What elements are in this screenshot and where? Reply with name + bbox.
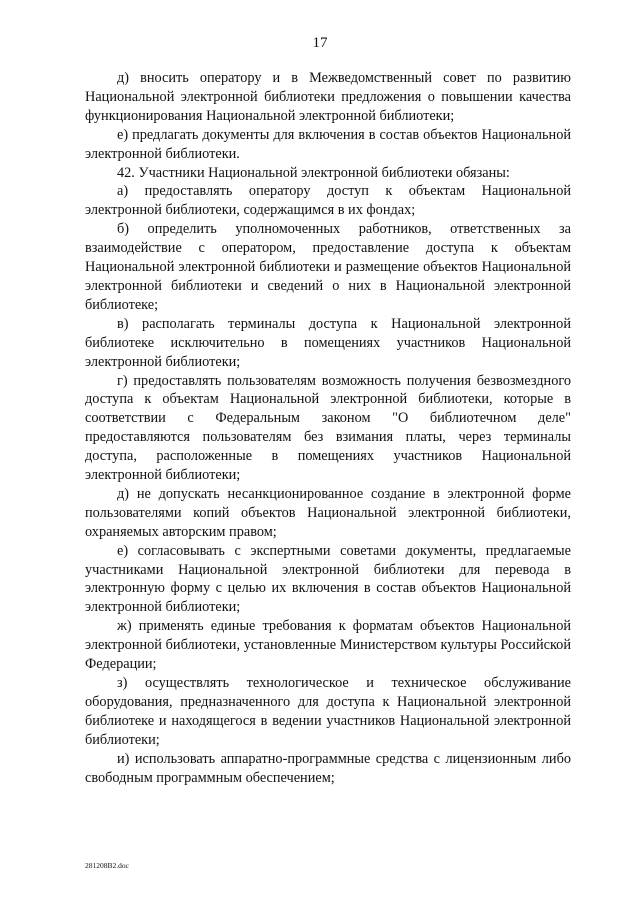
paragraph-g-free-access: г) предоставлять пользователям возможность получения безвозмездного доступа к объектам Национальной электронной библиотеки, которые в соответствии с Федеральным законом "О библиотечном деле" предоставляются пользователям без взимания платы, через терминалы доступа, расположенные в помещениях участников Национальной электронной библиотеки; bbox=[85, 372, 571, 484]
paragraph-zh-formats: ж) применять единые требования к форматам объектов Национальной электронной библиотеки, установленные Министерством культуры Российской Федерации; bbox=[85, 618, 571, 673]
paragraph-42-heading: 42. Участники Национальной электронной библиотеки обязаны: bbox=[117, 164, 510, 181]
paragraph-i-software: и) использовать аппаратно-программные средства с лицензионным либо свободным программным обеспечением; bbox=[85, 750, 571, 786]
paragraph-d-proposals: д) вносить оператору и в Межведомственный совет по развитию Национальной электронной библиотеки предложения о повышении качества функционирования Национальной электронной библиотеки; bbox=[85, 70, 571, 124]
paragraph-d-copies: д) не допускать несанкционированное создание в электронной форме пользователями копий объектов Национальной электронной библиотеки, охраняемых авторским правом; bbox=[85, 485, 571, 540]
footer-file-name: 281208В2.doc bbox=[85, 861, 129, 870]
paragraph-v-terminals: в) располагать терминалы доступа к Национальной электронной библиотеке исключительно в помещениях участников Национальной электронной библиотеки; bbox=[85, 315, 571, 370]
paragraph-e-documents: е) предлагать документы для включения в состав объектов Национальной электронной библиотеки. bbox=[85, 126, 571, 162]
paragraph-a-access: а) предоставлять оператору доступ к объектам Национальной электронной библиотеки, содержащимся в их фондах; bbox=[85, 183, 571, 219]
page-number: 17 bbox=[312, 35, 328, 51]
paragraph-e-expert-councils: е) согласовывать с экспертными советами документы, предлагаемые участниками Национальной электронной библиотеки для перевода в электронную форму с целью их включения в состав объектов Национальной электронной библиотеки; bbox=[85, 542, 571, 616]
paragraph-b-staff: б) определить уполномоченных работников, ответственных за взаимодействие с оператором, предоставление доступа к объектам Национальной электронной библиотеки и размещение объектов Национальной электронной библиотеки и сведений о них в Национальной электронной библиотеке; bbox=[85, 221, 571, 313]
document-body bbox=[85, 69, 571, 787]
paragraph-z-maintenance: з) осуществлять технологическое и техническое обслуживание оборудования, предназначенного для доступа к Национальной электронной библиотеке и находящегося в ведении участников Национальной электронной библиотеки; bbox=[85, 675, 571, 748]
